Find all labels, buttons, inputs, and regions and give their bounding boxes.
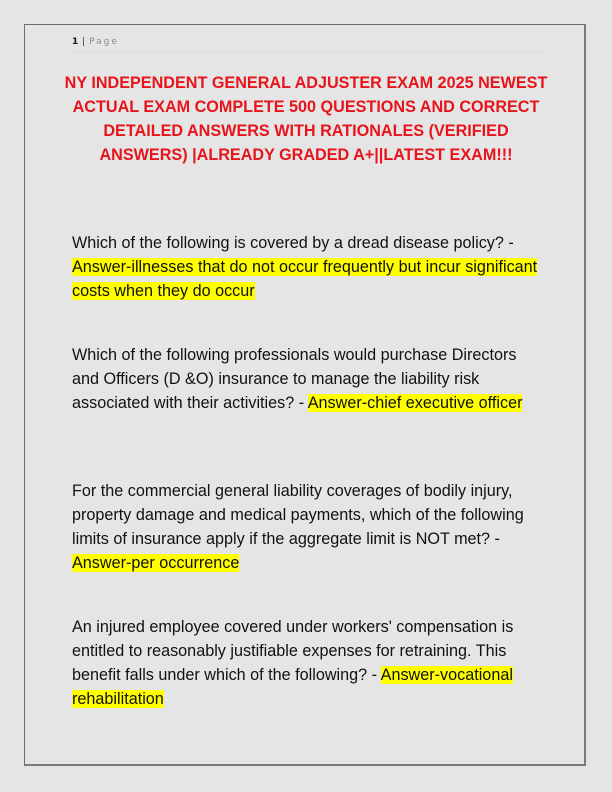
answer-highlight: Answer-per occurrence [72,554,240,572]
answer-highlight: Answer-illnesses that do not occur frequently but incur significant costs when they do occur [72,258,538,300]
page-number: 1 [72,37,79,47]
page-separator: | [82,37,86,47]
answer-highlight: Answer-vocational rehabilitation [72,666,513,708]
page-header [72,36,542,52]
question-text: Which of the following professionals would purchase Directors and Officers (D &O) insurance to manage the liability risk associated with their activities? - [72,346,517,412]
question-block-2 [72,343,542,415]
page-label: Page [89,37,119,47]
answer-highlight: Answer-chief executive officer [307,394,523,412]
question-text: An injured employee covered under workers' compensation is entitled to reasonably justifiable expenses for retraining. This benefit falls under which of the following? - [72,618,514,684]
document-title: NY INDEPENDENT GENERAL ADJUSTER EXAM 2025 NEWEST ACTUAL EXAM COMPLETE 500 QUESTIONS AND CORRECT DETAILED ANSWERS WITH RATIONALES (VERIFIED ANSWERS) |ALREADY GRADED A+||LATEST EXAM!!! [64,74,548,164]
question-block-3 [72,479,542,575]
question-text: For the commercial general liability coverages of bodily injury, property damage and medical payments, which of the following limits of insurance apply if the aggregate limit is NOT met? - [72,482,524,548]
question-block-4 [72,615,542,711]
question-text: Which of the following is covered by a dread disease policy? - [72,234,514,252]
question-block-1 [72,231,542,303]
